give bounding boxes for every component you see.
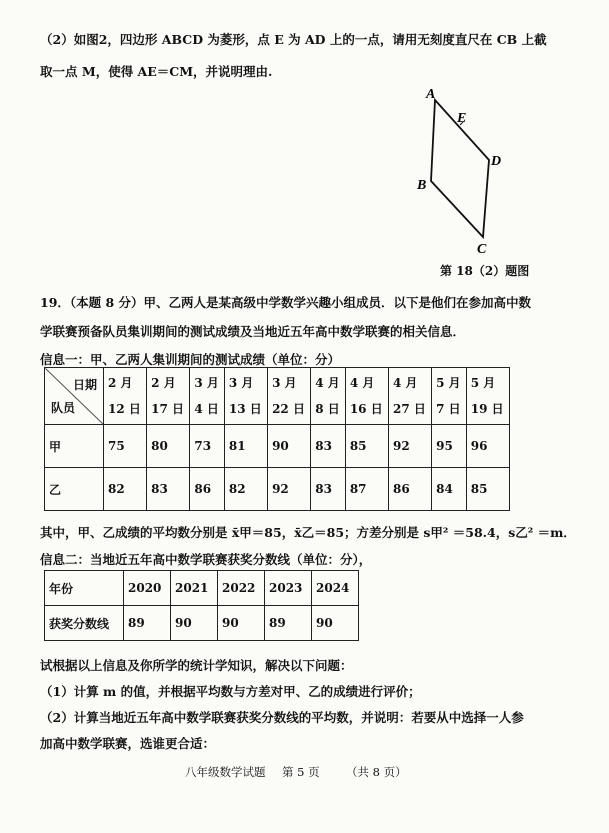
table-row-years [45,571,359,606]
score-cell: 87 [345,468,388,511]
label-d: D [491,154,502,169]
year-cell: 2021 [171,571,218,606]
figure-caption: 第 18（2）题图 [440,264,530,278]
label-e: E [457,111,467,126]
rhombus-figure [405,85,565,275]
score-cell: 84 [432,468,467,511]
footer-total: （共 8 页） [346,765,407,779]
player-name: 甲 [45,425,104,468]
date-header: 2 月 17 日 [147,368,190,425]
corner-cell [45,368,104,425]
date-header: 4 月 8 日 [311,368,346,425]
q18-2-line2: 取一点 M，使得 AE＝CM，并说明理由. [40,64,273,79]
question-2-line2: 加高中数学联赛，选谁更合适： [40,736,216,751]
score-cell: 85 [345,425,388,468]
footer-page: 第 5 页 [282,765,320,779]
year-cell: 2024 [312,571,359,606]
footer-title: 八年级数学试题 [185,765,266,779]
info1-heading: 信息一：甲、乙两人集训期间的测试成绩（单位：分） [40,352,341,367]
line-cell: 90 [312,606,359,641]
corner-date-label: 日期 [72,378,97,392]
score-cell: 96 [466,425,509,468]
score-cell: 73 [190,425,225,468]
corner-player-label: 队员 [51,401,76,415]
line-label: 获奖分数线 [45,606,124,641]
score-cell: 75 [104,425,147,468]
scores-table [44,367,510,511]
score-cell: 80 [147,425,190,468]
mean-variance-line: 其中，甲、乙成绩的平均数分别是 x̄甲＝85，x̄乙＝85；方差分别是 s甲² ＝58.4，s乙² ＝m． [40,525,576,540]
label-c: C [477,242,487,257]
label-a: A [426,87,436,102]
score-cell: 86 [190,468,225,511]
question-1: （1）计算 m 的值，并根据平均数与方差对甲、乙的成绩进行评价； [40,684,421,699]
date-header: 2 月 12 日 [104,368,147,425]
date-header: 4 月 16 日 [345,368,388,425]
year-cell: 2022 [218,571,265,606]
year-cell: 2023 [265,571,312,606]
score-cell: 83 [147,468,190,511]
award-line-table [44,570,359,641]
score-cell: 83 [311,425,346,468]
prompt-line: 试根据以上信息及你所学的统计学知识，解决以下问题： [40,658,353,673]
line-cell: 90 [171,606,218,641]
year-label: 年份 [45,571,124,606]
score-cell: 85 [466,468,509,511]
year-cell: 2020 [124,571,171,606]
player-name: 乙 [45,468,104,511]
date-header: 3 月 13 日 [224,368,267,425]
q19-line2: 学联赛预备队员集训期间的测试成绩及当地近五年高中数学联赛的相关信息． [40,324,466,339]
line-cell: 90 [218,606,265,641]
score-cell: 92 [268,468,311,511]
question-2-line1: （2）计算当地近五年高中数学联赛获奖分数线的平均数，并说明：若要从中选择一人参 [40,710,524,725]
score-cell: 92 [388,425,431,468]
date-header: 5 月 7 日 [432,368,467,425]
score-cell: 86 [388,468,431,511]
score-cell: 81 [224,425,267,468]
score-cell: 90 [268,425,311,468]
date-header: 3 月 22 日 [268,368,311,425]
date-header: 3 月 4 日 [190,368,225,425]
table-row-lines [45,606,359,641]
score-cell: 82 [224,468,267,511]
line-cell: 89 [265,606,312,641]
date-header: 5 月 19 日 [466,368,509,425]
score-cell: 95 [432,425,467,468]
score-cell: 82 [104,468,147,511]
table-row-jia [45,425,510,468]
q18-2-line1: （2）如图2，四边形 ABCD 为菱形，点 E 为 AD 上的一点，请用无刻度直尺在 CB 上截 [40,32,547,47]
table-row-yi [45,468,510,511]
label-b: B [417,178,427,193]
q19-line1: 19．（本题 8 分）甲、乙两人是某高级中学数学兴趣小组成员．以下是他们在参加高中数 [40,295,532,310]
info2-heading: 信息二：当地近五年高中数学联赛获奖分数线（单位：分）， [40,552,372,567]
date-header: 4 月 27 日 [388,368,431,425]
line-cell: 89 [124,606,171,641]
score-cell: 83 [311,468,346,511]
